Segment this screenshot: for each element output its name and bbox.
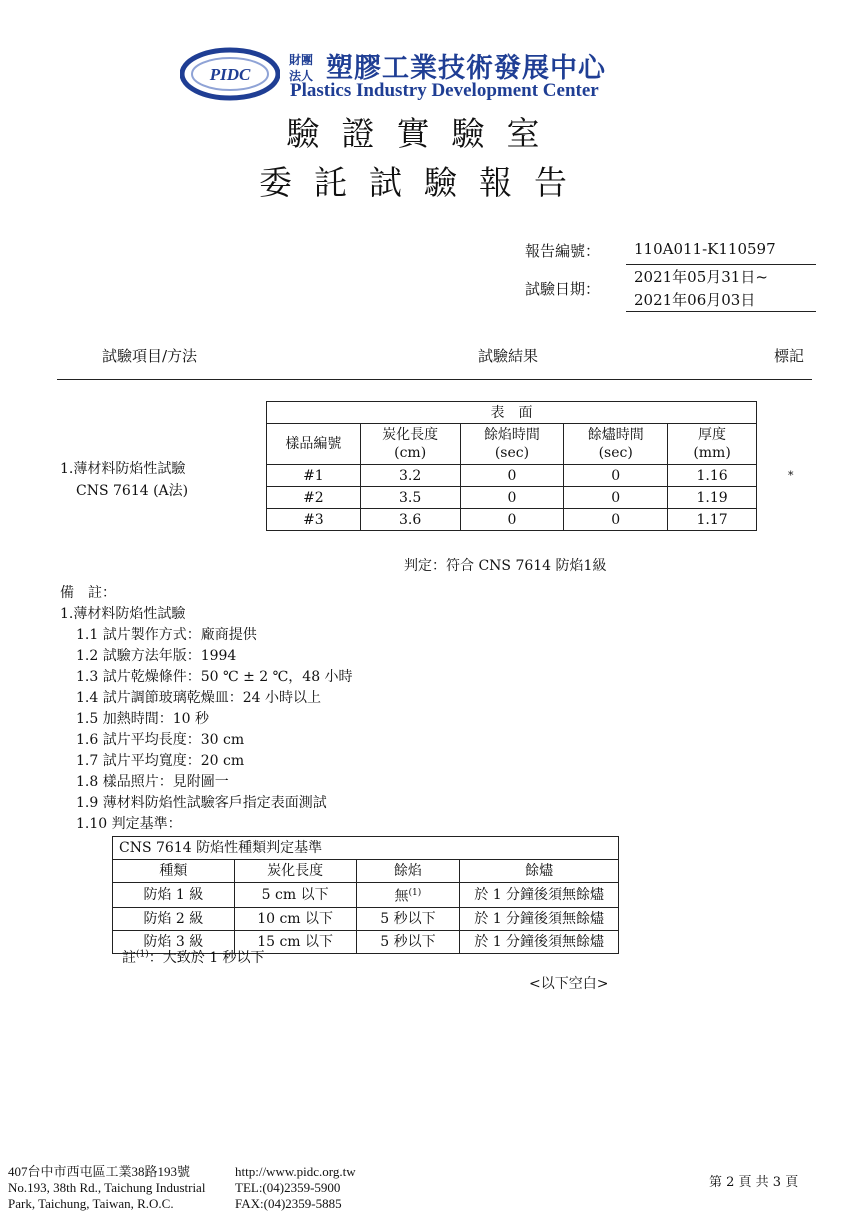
list-item: 1.10 判定基準： — [76, 816, 182, 832]
header-afterglow: 餘燼時間 (sec) — [564, 424, 668, 465]
page-number: 第 2 頁 共 3 頁 — [709, 1175, 799, 1190]
criteria-header-grade: 種類 — [113, 860, 235, 883]
cell-grade: 防焰 1 級 — [113, 883, 235, 908]
criteria-header-char: 炭化長度 — [234, 860, 356, 883]
cell-grade: 防焰 2 級 — [113, 907, 235, 930]
report-no-label: 報告編號： — [525, 242, 601, 260]
header-thickness: 厚度 (mm) — [668, 424, 757, 465]
cell-char: 3.6 — [360, 509, 460, 531]
list-item: 1.7 試片平均寬度：20 cm — [76, 753, 245, 769]
cell-sample: #3 — [267, 509, 361, 531]
cell-flame: 0 — [460, 487, 564, 509]
pidc-logo — [180, 47, 280, 101]
cell-grade: 防焰 3 級 — [113, 930, 235, 953]
org-name-zh: 塑膠工業技術發展中心 — [326, 53, 606, 84]
logo-text: PIDC — [209, 65, 251, 84]
cell-flame: 0 — [460, 465, 564, 487]
results-caption-row — [267, 402, 757, 424]
cell-char: 3.2 — [360, 465, 460, 487]
criteria-header-row — [113, 860, 619, 883]
criteria-header-glow: 餘燼 — [460, 860, 619, 883]
notes-section — [60, 583, 353, 835]
list-item: 1.6 試片平均長度：30 cm — [76, 732, 245, 748]
list-item: 1.3 試片乾燥條件：50 ℃ ± 2 ℃，48 小時 — [76, 669, 353, 685]
report-no: 110A011-K110597 — [634, 240, 776, 258]
address-en-line1: No.193, 38th Rd., Taichung Industrial — [8, 1180, 206, 1195]
criteria-caption: CNS 7614 防焰性種類判定基準 — [113, 837, 619, 860]
cell-glow: 0 — [564, 487, 668, 509]
notes-title: 備 註： — [60, 585, 116, 601]
cell-glow: 0 — [564, 509, 668, 531]
column-result: 試驗結果 — [478, 347, 539, 365]
cell-flame: 5 秒以下 — [356, 930, 460, 953]
table-row — [113, 907, 619, 930]
cell-thickness: 1.16 — [668, 465, 757, 487]
list-item: 1.9 薄材料防焰性試驗客戶指定表面測試 — [76, 795, 327, 811]
org-prefix-line1: 財團 — [289, 53, 314, 67]
cell-glow: 於 1 分鐘後須無餘燼 — [460, 930, 619, 953]
website-link[interactable]: http://www.pidc.org.tw — [235, 1164, 356, 1179]
column-header-rule — [57, 379, 812, 380]
column-mark: 標記 — [774, 347, 805, 365]
footer-contact — [235, 1164, 356, 1212]
tel: TEL:(04)2359-5900 — [235, 1180, 341, 1195]
cell-sample: #2 — [267, 487, 361, 509]
address-zh: 407台中市西屯區工業38路193號 — [8, 1164, 191, 1179]
cell-char: 10 cm 以下 — [234, 907, 356, 930]
fax: FAX:(04)2359-5885 — [235, 1196, 342, 1211]
cell-thickness: 1.17 — [668, 509, 757, 531]
table-row — [113, 883, 619, 908]
table-row — [267, 509, 757, 531]
results-header-row — [267, 424, 757, 465]
cell-flame: 0 — [460, 509, 564, 531]
list-item: 1.2 試驗方法年版：1994 — [76, 648, 237, 664]
cell-flame: 5 秒以下 — [356, 907, 460, 930]
org-prefix-line2: 法人 — [289, 69, 314, 83]
list-item: 1.8 樣品照片：見附圖一 — [76, 774, 229, 790]
test-item-name: 1.薄材料防焰性試驗 — [60, 461, 186, 477]
footnote: 註$^{(1)}$：大致於 1 秒以下 — [122, 949, 265, 966]
header-sample-no: 樣品編號 — [267, 424, 361, 465]
criteria-table — [112, 836, 619, 954]
header-char-length: 炭化長度 (cm) — [360, 424, 460, 465]
blank-marker: <以下空白> — [529, 976, 609, 992]
table-row — [267, 487, 757, 509]
results-caption: 表 面 — [267, 402, 757, 424]
list-item: 1.4 試片調節玻璃乾燥皿：24 小時以上 — [76, 690, 321, 706]
cell-glow: 於 1 分鐘後須無餘燼 — [460, 907, 619, 930]
list-item: 1.5 加熱時間：10 秒 — [76, 711, 209, 727]
test-date-to: 2021年06月03日 — [634, 291, 756, 309]
results-table — [266, 401, 757, 531]
cell-char: 5 cm 以下 — [234, 883, 356, 908]
test-item-method: CNS 7614 (A法) — [76, 483, 189, 499]
criteria-caption-row — [113, 837, 619, 860]
test-item-mark: * — [788, 469, 794, 482]
judgement: 判定：符合 CNS 7614 防焰1級 — [404, 558, 607, 574]
footnote-ref: (1) — [408, 888, 422, 898]
footer-address — [8, 1164, 205, 1212]
cell-glow: 0 — [564, 465, 668, 487]
org-name-en: Plastics Industry Development Center — [290, 80, 599, 101]
cell-glow: 於 1 分鐘後須無餘燼 — [460, 883, 619, 908]
test-date-label: 試驗日期： — [525, 280, 601, 298]
report-no-rule — [626, 264, 816, 265]
list-item: 1.1 試片製作方式：廠商提供 — [76, 627, 257, 643]
report-title: 委託試驗報告 — [259, 163, 589, 202]
test-date-from: 2021年05月31日~ — [634, 268, 768, 286]
notes-section-title: 1.薄材料防焰性試驗 — [60, 606, 186, 622]
cell-flame: 無$^{(1)}$ — [356, 883, 460, 908]
test-date-rule — [626, 311, 816, 312]
lab-title: 驗證實驗室 — [286, 114, 562, 153]
header-afterflame: 餘焰時間 (sec) — [460, 424, 564, 465]
criteria-header-flame: 餘焰 — [356, 860, 460, 883]
address-en-line2: Park, Taichung, Taiwan, R.O.C. — [8, 1196, 174, 1211]
cell-sample: #1 — [267, 465, 361, 487]
table-row — [267, 465, 757, 487]
cell-thickness: 1.19 — [668, 487, 757, 509]
cell-char: 15 cm 以下 — [234, 930, 356, 953]
column-item-method: 試驗項目/方法 — [102, 347, 198, 365]
cell-char: 3.5 — [360, 487, 460, 509]
